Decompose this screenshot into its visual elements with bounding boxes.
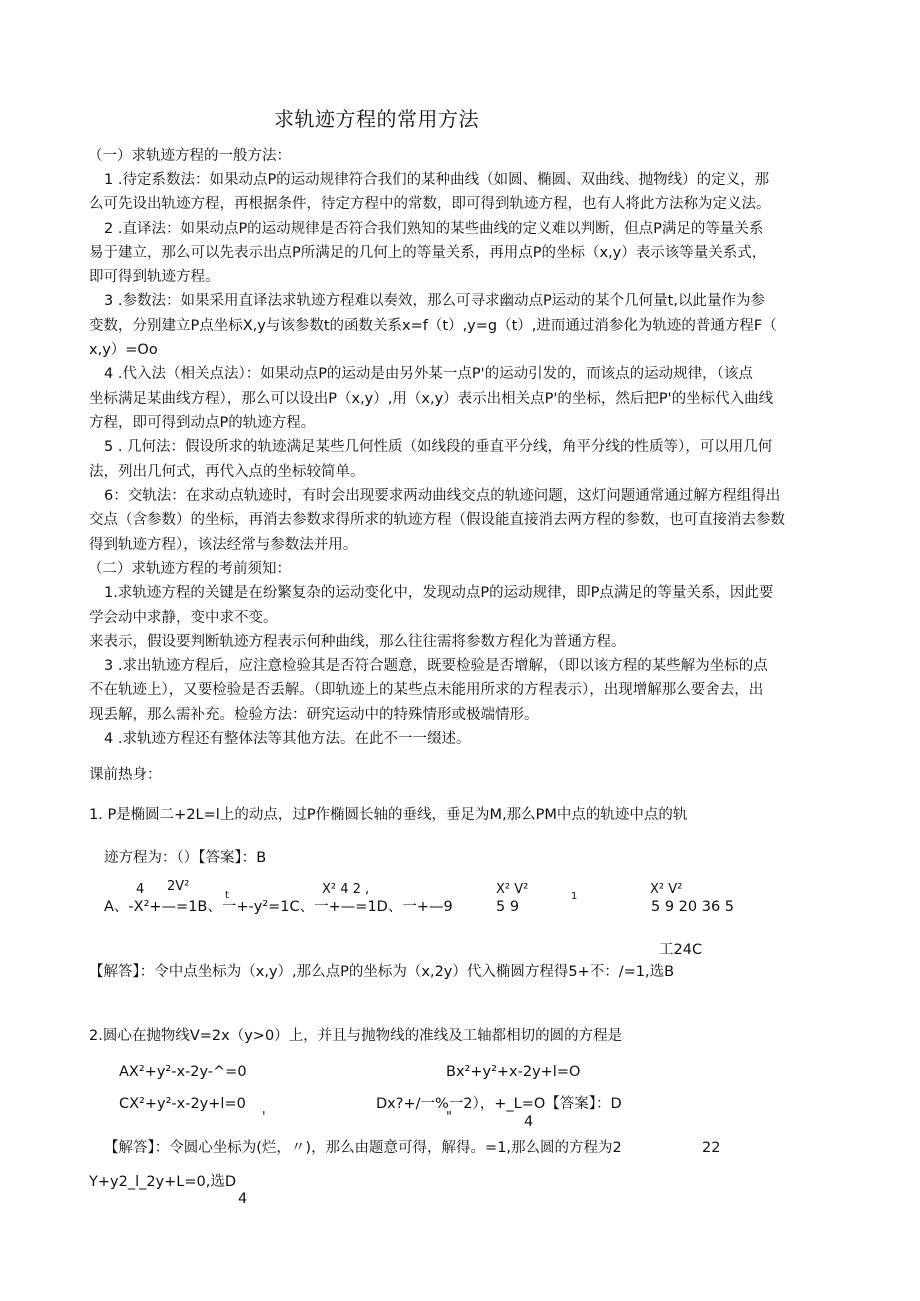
section1-line: 即可得到轨迹方程。	[89, 269, 220, 285]
warmup-heading: 课前热身：	[89, 767, 162, 783]
section1-heading: （一）求轨迹方程的一般方法：	[88, 148, 291, 164]
q1-solution: 【解答】：令中点坐标为（x,y）,那么点P的坐标为（x,2y）代入椭圆方程得5+不：/=1,选B	[89, 964, 675, 980]
q1-stem-cont: 迹方程为：（）【答案】：B	[104, 850, 267, 866]
q2-fraction-denominator: 4	[524, 1114, 534, 1130]
q2-option-a: AX²+y²-x-2y-^=0	[119, 1064, 247, 1080]
q2-option-d: Dx?+/一%一2），+_L=O【答案】：D	[376, 1096, 622, 1112]
section2-line: 现丢解，那么需补充。检验方法：研究运动中的特殊情形或极端情形。	[89, 707, 539, 723]
section2-line: 4 .求轨迹方程还有整体法等其他方法。在此不一一缀述。	[104, 731, 471, 747]
section1-line: 易于建立，那么可以先表示出点P所满足的几何上的等量关系，再用点P的坐标（x,y）表示该等量关系式，	[89, 245, 767, 261]
section2-line: 不在轨迹上），又要检验是否丢解。（即轨迹上的某些点未能用所求的方程表示），出现增解那么要舍去，出	[89, 682, 764, 698]
q1-aside: 工24C	[659, 942, 703, 958]
q2-option-c: CX²+y²-x-2y+l=0	[119, 1096, 246, 1112]
section2-line: 1.求轨迹方程的关键是在纷繁复杂的运动变化中，发现动点P的运动规律，即P点满足的等量关系，因此要	[104, 585, 774, 601]
q2-solution-tail: 22	[702, 1140, 721, 1156]
section1-line: 3 .参数法：如果采用直译法求轨迹方程难以奏效，那么可寻求幽动点P运动的某个几何量t,以此量作为参	[104, 293, 765, 309]
q1-stem: 1. P是椭圆二+2L=l上的动点，过P作椭圆长轴的垂线，垂足为M,那么PM中点的轨迹中点的轨	[89, 807, 688, 823]
section1-line: 坐标满足某曲线方程），那么可以设出P（x,y）,用（x,y）表示出相关点P'的坐标，然后把P'的坐标代入曲线	[89, 391, 774, 407]
page-title: 求轨迹方程的常用方法	[274, 107, 479, 131]
section1-line: 5 . 几何法：假设所求的轨迹满足某些几何性质（如线段的垂直平分线，角平分线的性质等），可以用几何	[104, 439, 773, 455]
q1-superscript: 1	[571, 891, 578, 902]
section2-line: 来表示，假设要判断轨迹方程表示何种曲线，那么往往需将参数方程化为普通方程。	[89, 634, 626, 650]
q2-fraction-denominator: 4	[238, 1191, 248, 1207]
q1-superscript: t	[225, 890, 229, 901]
q1-superscript: X² 4 2 ,	[322, 882, 370, 897]
section1-line: x,y）=Oo	[89, 342, 158, 358]
q2-tick: "	[446, 1110, 452, 1125]
q1-superscript: 4	[136, 882, 145, 897]
section2-line: 学会动中求静，变中求不变。	[89, 610, 278, 626]
q1-superscript: 2V²	[167, 879, 190, 894]
q2-solution: 【解答】：令圆心坐标为(烂，〃)，那么由题意可得，解得。=1,那么圆的方程为2	[104, 1140, 622, 1156]
section1-line: 变数，分别建立P点坐标X,y与该参数t的函数关系x=f（t）,y=g（t）,进而通过消参化为轨迹的普通方程F（	[89, 318, 777, 334]
q2-final-answer: Y+y2_l_2y+L=0,选D	[89, 1174, 237, 1190]
section1-line: 2 .直译法：如果动点P的运动规律是否符合我们熟知的某些曲线的定义难以判断，但点P满足的等量关系	[104, 221, 764, 237]
q2-option-b: Bx²+y²+x-2y+l=O	[446, 1064, 581, 1080]
q1-options: A、-X²+—=1B、一+-y²=1C、一+—=1D、一+—9	[104, 899, 453, 915]
q2-tick: '	[262, 1110, 266, 1125]
section1-line: 得到轨迹方程），该法经常与参数法并用。	[89, 537, 358, 553]
q1-denominators: 5 9 20 36 5	[651, 899, 735, 915]
section2-line: 3 .求出轨迹方程后，应注意检验其是否符合题意，既要检验是否增解，（即以该方程的某些解为坐标的点	[104, 658, 768, 674]
section1-line: 么可先设出轨迹方程，再根据条件，待定方程中的常数，即可得到轨迹方程，也有人将此方法称为定义法。	[89, 196, 771, 212]
q1-denominators: 5 9	[496, 899, 520, 915]
section2-heading: （二）求轨迹方程的考前须知：	[88, 561, 291, 577]
section1-line: 交点（含参数）的坐标，再消去参数求得所求的轨迹方程（假设能直接消去两方程的参数，也可直接消去参数	[89, 512, 785, 528]
section1-line: 4 .代入法（相关点法）：如果动点P的运动是由另外某一点P'的运动引发的，而该点的运动规律，（该点	[104, 366, 753, 382]
section1-line: 法，列出几何式，再代入点的坐标较简单。	[89, 464, 365, 480]
section1-line: 1 .待定系数法：如果动点P的运动规律符合我们的某种曲线（如圆、椭圆、双曲线、抛物线）的定义，那	[104, 172, 770, 188]
q1-superscript: X² V²	[496, 882, 529, 897]
section1-line: 方程，即可得到动点P的轨迹方程。	[89, 415, 316, 431]
section1-line: 6：交轨法：在求动点轨迹时，有时会出现要求两动曲线交点的轨迹问题，这灯问题通常通过解方程组得出	[104, 488, 781, 504]
q2-stem: 2.圆心在抛物线V=2x（y>0）上，并且与抛物线的准线及工轴都相切的圆的方程是	[89, 1028, 623, 1044]
q1-superscript: X² V²	[650, 882, 683, 897]
